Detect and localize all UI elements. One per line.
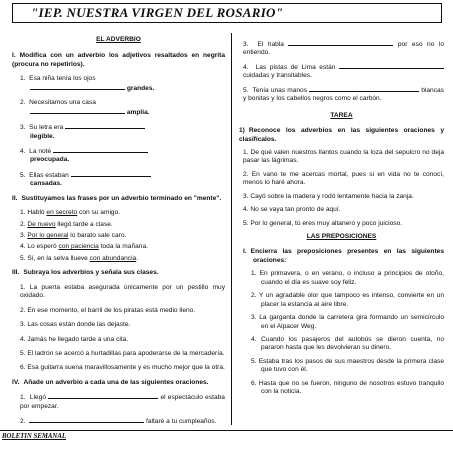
s2-item: 1. Habló en secreto con su amigo.: [20, 209, 121, 217]
tarea-title: TAREA: [330, 111, 353, 119]
section-2-heading: II. Sustituyamos las frases por un adverbio terminado en "mente".: [12, 194, 222, 202]
prep-item: 2. Y un agradable olor que tampoco es intenso, convierte en un placer la estancia al aire libre.: [251, 292, 444, 308]
tarea-item: 4. No se vaya tan pronto de aquí.: [243, 206, 341, 214]
school-title: "IEP. NUESTRA VIRGEN DEL ROSARIO": [31, 5, 284, 20]
s4-item: 1. Llegó el espectáculo estaba por empezar.: [20, 394, 225, 410]
s3-item: 4. Jamás he llegado tarde a una cita.: [20, 335, 129, 343]
prepositions-heading: I. Encierra las preposiciones presentes en las siguientes oraciones:: [243, 248, 444, 264]
answer-blank[interactable]: [48, 393, 158, 399]
tarea-item: 5. Por lo general, tú eres muy altanero y poco juicioso.: [243, 219, 403, 227]
s4-cont-item: 5. Tenía unas manos blancas y bonitas y los cabellos negros como el carbón.: [243, 86, 444, 103]
s4-item: 2. faltaré a tu cumpleaños.: [20, 418, 217, 426]
s1-item: 3. Su letra era ilegible.: [20, 123, 225, 141]
s2-item: 2. De nuevo llegó tarde a clase.: [20, 220, 113, 228]
tarea-item: 3. Cayó sobre la madera y rodó lentamente hacia la zanja.: [243, 192, 414, 200]
s2-item: 4. Lo esperó con paciencia toda la mañana.: [20, 243, 148, 251]
s1-item: 5. Ellas estaban cansadas.: [20, 171, 225, 189]
s3-item: 5. El ladrón se acercó a hurtadillas para apoderarse de la mercadería.: [20, 349, 225, 357]
adverb-title: EL ADVERBIO: [96, 36, 141, 43]
s3-item: 1. La puerta estaba asegurada únicamente por un pestillo muy oxidado.: [20, 283, 225, 300]
s4-cont-item: 3. El habla por eso no lo entiendo.: [243, 41, 444, 57]
tarea-item: 2. En vano te me acercas mortal, pues si en vida no te conocí, menos lo haré ahora.: [243, 170, 444, 187]
prep-item: 6. Hasta que no se fueron, ninguno de nosotros estuvo tranquilo con la noticia.: [251, 379, 444, 396]
footer-rule: [0, 430, 453, 431]
tarea-item: 1. De qué valen nuestros llantos cuando la loza del sepulcro no deja pasar las lágrimas.: [243, 148, 444, 165]
answer-blank[interactable]: [29, 417, 144, 423]
answer-blank[interactable]: [30, 108, 125, 114]
s2-item: 3. Por lo general lo barato sale caro.: [20, 232, 127, 239]
answer-blank[interactable]: [65, 123, 145, 129]
section-3-heading: III. Subraya los adverbios y señala sus clases.: [12, 269, 159, 277]
prep-item: 1. En primavera, o en verano, o incluso a principios de otoño, cuando el día es suave soy feliz.: [251, 270, 444, 286]
prep-item: 3. La garganta donde la carretera gira formando un semicírculo en el Alpacer Weg.: [251, 314, 444, 330]
column-divider: [231, 33, 232, 425]
footer-label: BOLETIN SEMANAL: [2, 433, 67, 440]
prepositions-title: LAS PREPOSICIONES: [306, 233, 377, 240]
section-4-heading: IV. Añade un adverbio a cada una de las siguientes oraciones.: [12, 378, 209, 386]
s1-item: 4. La noté preocupada.: [20, 147, 225, 165]
answer-blank[interactable]: [288, 40, 393, 46]
tarea-heading: 1) Reconoce los adverbios en las siguientes oraciones y clasifícalos.: [239, 127, 444, 143]
s1-item: 2. Necesitamos una casa amplia.: [20, 99, 150, 116]
prep-item: 4. Cuando los pasajeros del autobús se dieron cuenta, no pararon hasta que les devolvieran su dinero.: [251, 335, 444, 352]
s4-cont-item: 4. Las pistas de Lima están cuidadas y transitables.: [243, 63, 444, 81]
answer-blank[interactable]: [30, 84, 125, 90]
answer-blank[interactable]: [309, 86, 419, 92]
left-column: [12, 36, 225, 433]
s1-item: 1. Esa niña tenía los ojos grandes.: [20, 75, 155, 92]
answer-blank[interactable]: [71, 171, 151, 177]
s3-item: 3. Las cosas están donde las dejaste.: [20, 321, 131, 329]
section-1-heading: I. Modifica con un adverbio los adjetivos resaltados en negrita (procura no repetirlos).: [12, 52, 225, 68]
s2-item: 5. Sí, en la selva llueve con abundancia.: [20, 254, 139, 262]
prep-item: 5. Estaba tras los pasos de sus maestros desde la primera clase que tuvo con él.: [251, 357, 444, 374]
answer-blank[interactable]: [339, 63, 444, 69]
right-column: [239, 40, 444, 402]
s3-item: 6. Esa guitarra suena maravillosamente y es mucho mejor que la otra.: [20, 364, 225, 372]
s3-item: 2. En ese momento, el barril de los piratas está medio lleno.: [20, 306, 196, 314]
answer-blank[interactable]: [53, 147, 148, 153]
school-header: [12, 3, 442, 23]
